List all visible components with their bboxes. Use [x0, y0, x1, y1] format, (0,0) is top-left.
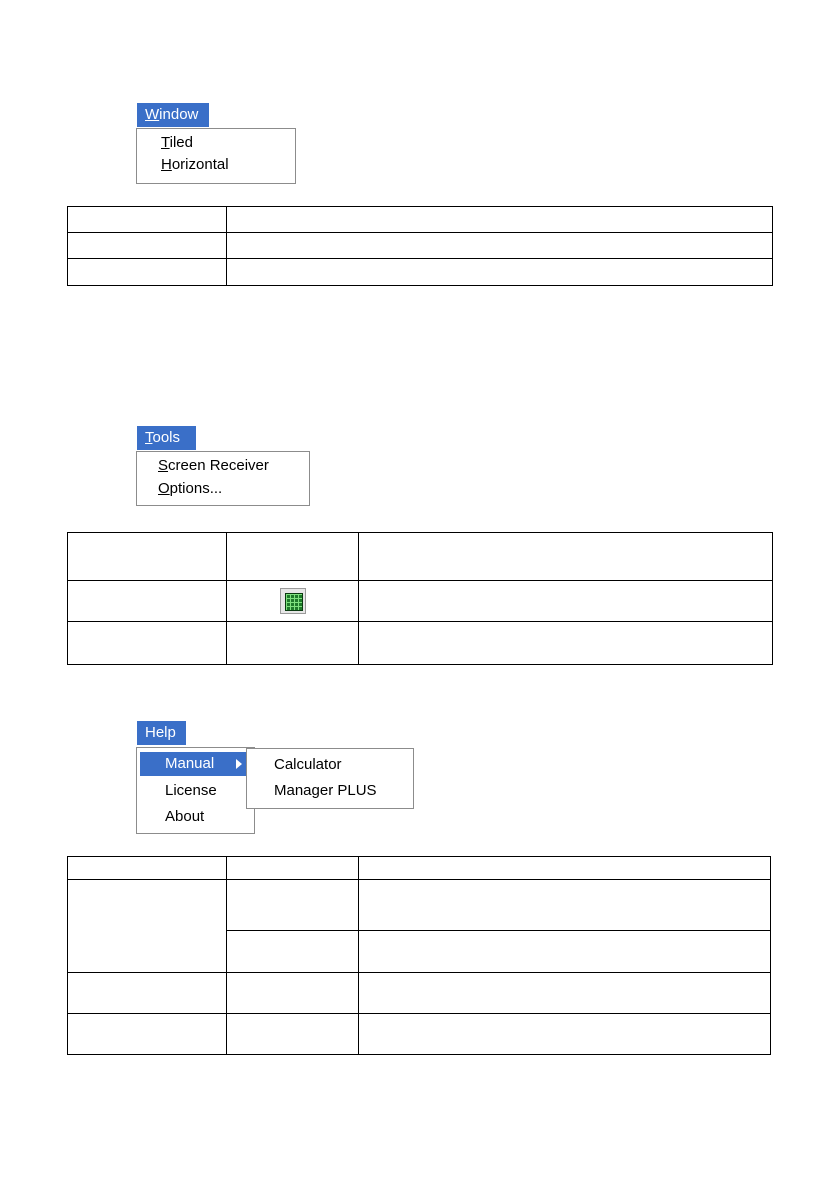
license-label: License [165, 782, 217, 799]
screen-receiver-icon-glyph [285, 593, 303, 611]
tiled-accel: T [161, 134, 170, 151]
manual-submenu [246, 748, 414, 809]
table-cell [227, 533, 359, 581]
calculator-label: Calculator [274, 756, 342, 773]
tools-menu-table [67, 532, 773, 665]
table-cell [68, 1014, 227, 1055]
tools-menu-rest: ools [152, 429, 181, 446]
manager-plus-label: Manager PLUS [274, 782, 377, 799]
window-menu-item-horizontal[interactable] [161, 154, 229, 176]
table-cell [227, 233, 773, 259]
tools-menu-title[interactable] [137, 426, 196, 450]
horizontal-rest: orizontal [171, 156, 229, 173]
window-menu-item-tiled[interactable] [161, 132, 193, 154]
help-menu-table [67, 856, 771, 1055]
tools-menu-item-screen-receiver[interactable] [158, 455, 269, 477]
table-cell [68, 973, 227, 1014]
tools-menu-accel: T [145, 429, 153, 446]
submenu-item-manager-plus[interactable] [274, 780, 377, 802]
table-cell [68, 207, 227, 233]
table-cell [359, 973, 771, 1014]
window-menu-dropdown [136, 128, 296, 184]
table-cell [359, 581, 773, 622]
table-cell [359, 622, 773, 665]
help-menu-item-about[interactable] [165, 806, 204, 828]
table-cell [227, 973, 359, 1014]
help-menu-title[interactable] [137, 721, 186, 745]
table-cell [227, 931, 359, 973]
table-cell [359, 533, 773, 581]
table-cell [227, 1014, 359, 1055]
tiled-rest: iled [169, 134, 193, 151]
help-menu-dropdown [136, 747, 255, 834]
table-cell [68, 622, 227, 665]
table-cell [68, 259, 227, 286]
about-label: About [165, 808, 205, 825]
options-accel: O [158, 480, 170, 497]
table-cell [68, 880, 227, 973]
table-cell [227, 857, 359, 880]
help-menu-label: Help [145, 724, 176, 741]
window-menu-accel: W [145, 106, 160, 123]
table-cell [359, 857, 771, 880]
table-cell [359, 880, 771, 931]
window-menu-rest: indow [159, 106, 199, 123]
table-cell [227, 880, 359, 931]
screen-receiver-accel: S [158, 457, 169, 474]
table-cell [227, 207, 773, 233]
screen-receiver-rest: creen Receiver [168, 457, 269, 474]
screen-receiver-icon[interactable] [280, 588, 306, 614]
horizontal-accel: H [161, 156, 172, 173]
help-menu-item-manual[interactable] [140, 752, 247, 776]
submenu-arrow-icon [236, 759, 242, 769]
table-cell [227, 581, 359, 622]
submenu-item-calculator[interactable] [274, 754, 342, 776]
table-cell [359, 931, 771, 973]
table-cell [227, 622, 359, 665]
table-cell [359, 1014, 771, 1055]
table-cell [68, 533, 227, 581]
tools-menu-item-options[interactable] [158, 478, 222, 500]
table-cell [68, 857, 227, 880]
window-menu-table [67, 206, 773, 286]
manual-label: Manual [165, 755, 215, 772]
tools-menu-dropdown [136, 451, 310, 506]
table-cell [68, 581, 227, 622]
options-rest: ptions... [169, 480, 223, 497]
help-menu-item-license[interactable] [165, 780, 217, 802]
table-cell [227, 259, 773, 286]
table-cell [68, 233, 227, 259]
window-menu-title[interactable] [137, 103, 209, 127]
